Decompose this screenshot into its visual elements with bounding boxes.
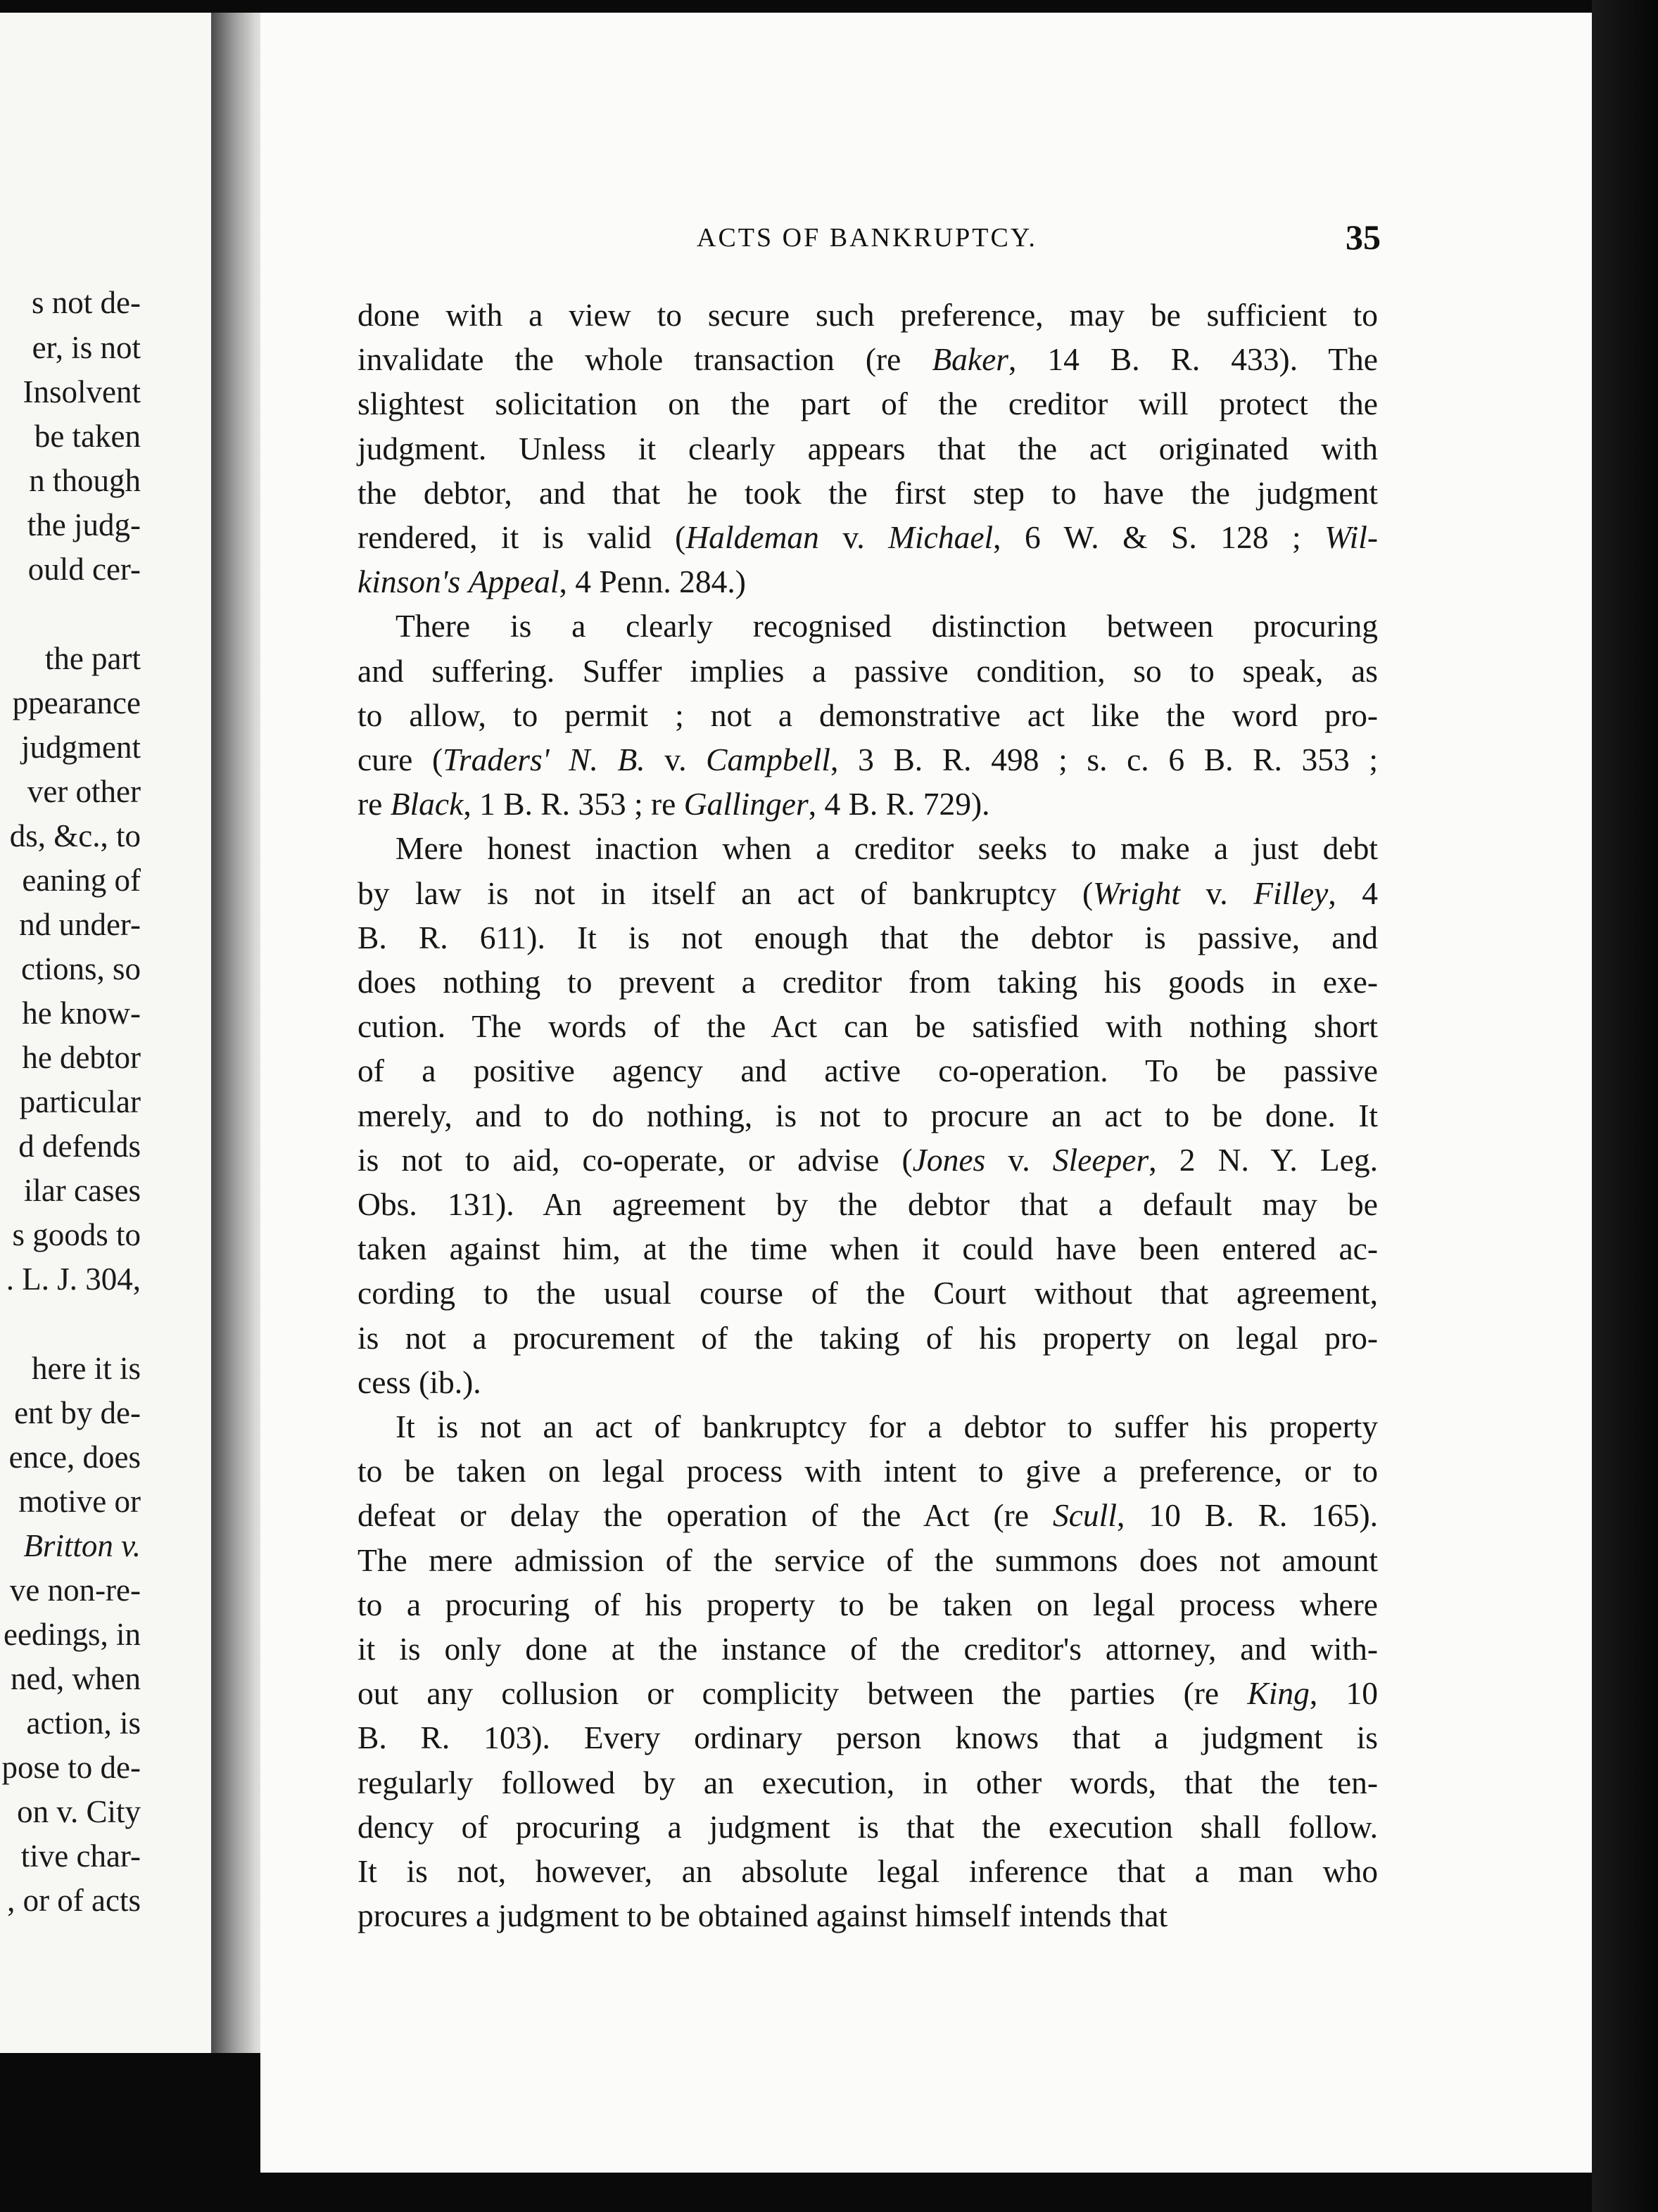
left-page-fragment: particular (19, 1084, 141, 1119)
body-line: done with a view to secure such preference, may be sufficient to (357, 297, 1378, 333)
body-line: is not a procurement of the taking of his property on legal pro- (357, 1319, 1378, 1356)
left-page-fragment: d defends (18, 1129, 141, 1164)
left-page-fragment: eaning of (22, 863, 141, 898)
left-page-fragment: . L. J. 304, (6, 1261, 141, 1297)
body-line: to be taken on legal process with intent to give a preference, or to (357, 1453, 1378, 1489)
left-page-fragment: the judg- (27, 507, 141, 542)
left-page-fragment: he know- (22, 996, 141, 1031)
left-page-fragment: ilar cases (23, 1173, 141, 1208)
body-line: It is not an act of bankruptcy for a debtor to suffer his property (395, 1409, 1378, 1444)
left-page-fragment: ent by de- (14, 1395, 141, 1430)
body-line: Mere honest inaction when a creditor seeks to make a just debt (395, 830, 1378, 867)
left-page-fragment: he debtor (22, 1040, 141, 1075)
left-page-fragment: ned, when (11, 1661, 141, 1696)
body-line: it is only done at the instance of the creditor's attorney, and with- (357, 1631, 1378, 1667)
body-line: The mere admission of the service of the summons does not amount (357, 1542, 1378, 1578)
left-page-fragment: , or of acts (7, 1883, 141, 1918)
body-line: dency of procuring a judgment is that the execution shall follow. (357, 1808, 1378, 1845)
left-page-fragment: the part (44, 641, 141, 676)
left-page-fragment: ould cer- (27, 552, 141, 587)
running-head (260, 217, 1597, 259)
left-page-fragment: nd under- (19, 907, 141, 942)
left-page-fragment: s not de- (32, 285, 141, 320)
body-line: It is not, however, an absolute legal inference that a man who (357, 1853, 1378, 1889)
body-line: merely, and to do nothing, is not to procure an act to be done. It (357, 1097, 1378, 1133)
left-page-fragment: ds, &c., to (9, 818, 141, 853)
body-line: cure (Traders' N. B. v. Campbell, 3 B. R. 498 ; s. c. 6 B. R. 353 ; (357, 742, 1379, 777)
left-page-fragment: n though (29, 463, 141, 498)
body-line: by law is not in itself an act of bankruptcy (Wright v. Filley, 4 (357, 875, 1379, 911)
left-page-fragment: ence, does (8, 1439, 141, 1475)
body-line: procures a judgment to be obtained against himself intends that (357, 1898, 1168, 1934)
right-page (260, 13, 1597, 2173)
body-line: kinson's Appeal, 4 Penn. 284.) (357, 564, 746, 600)
left-page-fragment: pose to de- (1, 1750, 141, 1785)
body-line: to a procuring of his property to be taken on legal process where (357, 1586, 1378, 1622)
left-page-fragment: ve non-re- (9, 1572, 141, 1608)
left-page-fragment: er, is not (32, 330, 141, 365)
left-page-fragment: tive char- (20, 1838, 141, 1874)
body-line: cess (ib.). (357, 1364, 481, 1400)
page-number: 35 (1346, 217, 1381, 257)
body-line: Obs. 131). An agreement by the debtor that a default may be (357, 1186, 1378, 1222)
body-line: the debtor, and that he took the first step to have the judgment (357, 474, 1378, 511)
left-page-fragment: ver other (27, 774, 141, 809)
left-facing-page (0, 13, 211, 2053)
left-page-fragment: motive or (18, 1484, 141, 1519)
body-line: rendered, it is valid (Haldeman v. Michael, 6 W. & S. 128 ; Wil- (357, 519, 1378, 555)
scanner-edge (1592, 0, 1658, 2212)
left-page-fragment: judgment (21, 730, 141, 765)
body-line: B. R. 103). Every ordinary person knows that a judgment is (357, 1720, 1378, 1756)
left-page-fragment: ctions, so (20, 951, 141, 986)
body-line: cution. The words of the Act can be satisfied with nothing short (357, 1008, 1378, 1045)
body-line: of a positive agency and active co-operation. To be passive (357, 1053, 1378, 1089)
body-line: to allow, to permit ; not a demonstrative act like the word pro- (357, 697, 1378, 733)
body-line: regularly followed by an execution, in other words, that the ten- (357, 1764, 1378, 1800)
body-line: does nothing to prevent a creditor from taking his goods in exe- (357, 964, 1378, 1000)
body-line: re Black, 1 B. R. 353 ; re Gallinger, 4 B. R. 729). (357, 786, 990, 822)
left-page-fragment: ppearance (12, 685, 141, 720)
left-page-fragment: Insolvent (23, 374, 141, 409)
left-page-fragment: Britton v. (23, 1528, 141, 1563)
body-line: judgment. Unless it clearly appears that the act originated with (357, 430, 1378, 466)
body-line: cording to the usual course of the Court without that agreement, (357, 1275, 1378, 1311)
body-line: is not to aid, co-operate, or advise (Jones v. Sleeper, 2 N. Y. Leg. (357, 1141, 1378, 1178)
body-line: out any collusion or complicity between the parties (re King, 10 (357, 1675, 1378, 1712)
running-title: ACTS OF BANKRUPTCY. (697, 223, 1037, 253)
body-line: taken against him, at the time when it could have been entered ac- (357, 1231, 1378, 1267)
left-page-fragment: on v. City (17, 1794, 141, 1829)
body-line: There is a clearly recognised distinction between procuring (395, 608, 1378, 644)
left-page-fragment: here it is (32, 1351, 141, 1386)
body-line: defeat or delay the operation of the Act (re Scull, 10 B. R. 165). (357, 1497, 1378, 1534)
left-page-fragment: be taken (34, 419, 141, 454)
body-line: B. R. 611). It is not enough that the debtor is passive, and (357, 919, 1378, 955)
body-line: and suffering. Suffer implies a passive condition, so to speak, as (357, 652, 1378, 689)
left-page-fragment: eedings, in (4, 1617, 141, 1652)
body-line: invalidate the whole transaction (re Baker, 14 B. R. 433). The (357, 341, 1378, 378)
left-page-fragment: s goods to (12, 1217, 141, 1252)
left-page-fragment: action, is (26, 1705, 141, 1741)
body-line: slightest solicitation on the part of the creditor will protect the (357, 386, 1378, 422)
